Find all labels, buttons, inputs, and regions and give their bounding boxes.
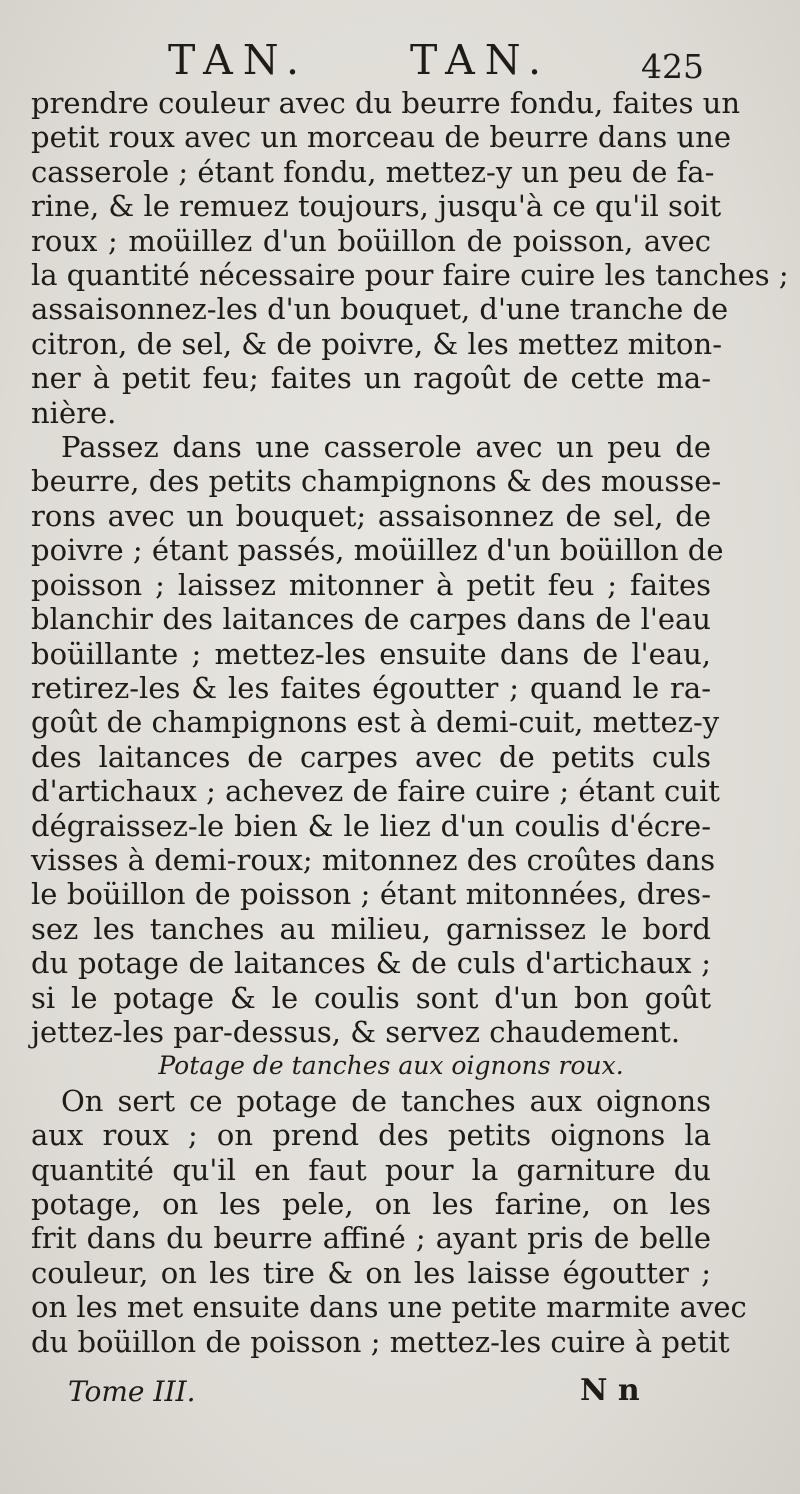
volume-label: Tome III. [68,1375,196,1408]
text-line: rons avec un bouquet; assaisonnez de sel, de [31,498,711,533]
text-line: boüillante ; mettez-les ensuite dans de l'eau, [31,636,711,671]
text-line: sez les tanches au milieu, garnissez le bord [31,911,711,946]
page-footer [0,1375,800,1425]
text-line: blanchir des laitances de carpes dans de l'eau [31,602,711,637]
text-line: poivre ; étant passés, moüillez d'un boüillon de [31,533,724,568]
text-line: du boüillon de poisson ; mettez-les cuire à petit [31,1324,730,1359]
text-line: casserole ; étant fondu, mettez-y un peu de fa- [31,154,715,189]
signature-mark: N n [580,1373,640,1408]
text-line: visses à demi-roux; mitonnez des croûtes dans [31,842,716,877]
text-line: roux ; moüillez d'un boüillon de poisson, avec [31,223,711,258]
text-line: prendre couleur avec du beurre fondu, faites un [31,86,741,120]
body-text [31,86,789,1359]
text-line: jettez-les par-dessus, & servez chaudement. [31,1014,681,1049]
text-line: goût de champignons est à demi-cuit, mettez-y [31,705,720,740]
text-line: citron, de sel, & de poivre, & les mettez miton- [31,326,722,361]
text-line: potage, on les pele, on les farine, on les [31,1187,711,1221]
text-line: petit roux avec un morceau de beurre dans une [31,120,731,155]
text-line: le boüillon de poisson ; étant mitonnées, dres- [31,877,711,912]
page-number: 425 [641,47,704,86]
text-line: ner à petit feu; faites un ragoût de cette ma- [31,361,711,396]
text-line: on les met ensuite dans une petite marmite avec [31,1290,747,1325]
text-line: retirez-les & les faites égoutter ; quand le ra- [31,670,711,705]
text-line: du potage de laitances & de culs d'artichaux ; [31,946,711,981]
running-head-left: TAN. [168,36,309,84]
text-line: si le potage & le coulis sont d'un bon goût [31,980,711,1015]
text-line: des laitances de carpes avec de petits culs [31,739,711,774]
running-head-right: TAN. [410,36,551,84]
text-line: beurre, des petits champignons & des mousse- [31,464,722,499]
paragraph-start-line: On sert ce potage de tanches aux oignons [61,1083,711,1118]
text-line: frit dans du beurre affiné ; ayant pris de belle [31,1221,711,1256]
text-line: poisson ; laissez mitonner à petit feu ; faites [31,567,711,602]
text-line: assaisonnez-les d'un bouquet, d'une tranche de [31,292,729,327]
text-line: d'artichaux ; achevez de faire cuire ; étant cuit [31,774,720,809]
text-line: couleur, on les tire & on les laisse égoutter ; [31,1255,711,1290]
text-line: dégraissez-le bien & le liez d'un coulis d'écre- [31,808,711,843]
paragraph-start-line: Passez dans une casserole avec un peu de [61,430,711,465]
text-line: nière. [31,395,117,430]
text-line: rine, & le remuez toujours, jusqu'à ce qu'il soit [31,189,722,224]
text-line: aux roux ; on prend des petits oignons la [31,1118,711,1153]
text-line: quantité qu'il en faut pour la garniture du [31,1152,711,1187]
text-line: la quantité nécessaire pour faire cuire les tanches ; [31,258,789,293]
section-heading: Potage de tanches aux oignons roux. [158,1051,624,1081]
